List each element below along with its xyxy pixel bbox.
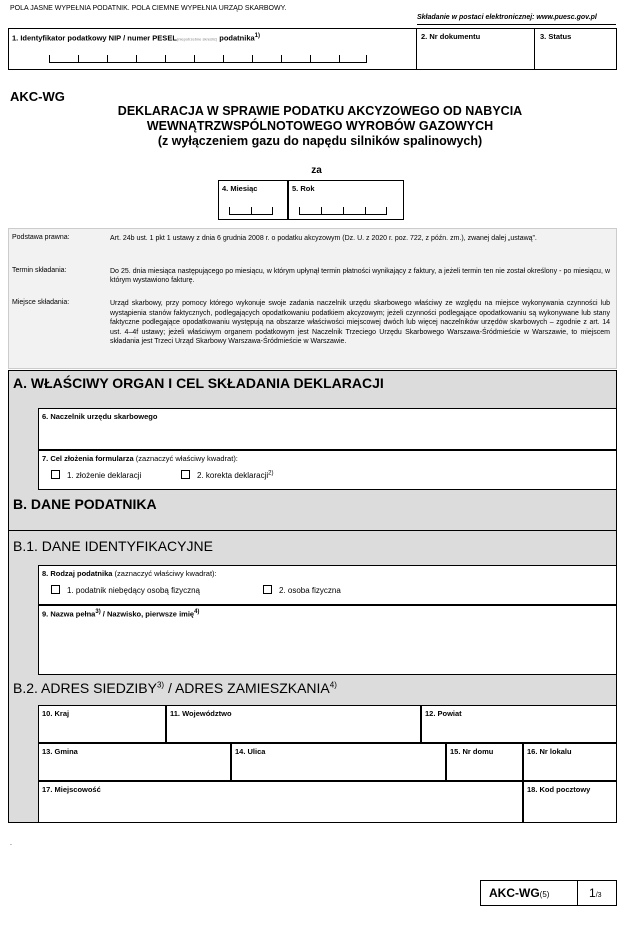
option-natural-person[interactable] [263, 585, 341, 595]
nip-label-note: (niepotrzebne skreślić) [176, 36, 218, 42]
county-field[interactable] [421, 705, 617, 743]
street-label: 14. Ulica [235, 747, 266, 756]
nip-field[interactable] [8, 28, 417, 70]
footer-dot: . [10, 840, 12, 847]
doc-number-label: 2. Nr dokumentu [421, 32, 481, 41]
status-label: 3. Status [540, 32, 572, 41]
postal-code-label: 18. Kod pocztowy [527, 785, 591, 794]
tax-office-field[interactable] [38, 408, 617, 450]
purpose-label: 7. Cel złożenia formularza [42, 454, 134, 463]
nip-digit-ticks [49, 55, 367, 63]
year-label: 5. Rok [292, 184, 315, 193]
correction-footnote: 2) [268, 470, 274, 477]
apartment-number-field[interactable] [523, 743, 617, 781]
b2-title-a: B.2. ADRES SIEDZIBY [13, 680, 157, 696]
divider [8, 530, 617, 531]
year-ticks [299, 207, 387, 215]
full-name-field[interactable] [38, 605, 617, 675]
taxpayer-type-hint: (zaznaczyć właściwy kwadrat): [112, 569, 217, 578]
city-label: 17. Miejscowość [42, 785, 101, 794]
footer-version: (5) [539, 890, 550, 899]
checkbox-icon[interactable] [51, 585, 60, 594]
option-submission-label: 1. złożenie deklaracji [67, 471, 142, 480]
taxpayer-type-label: 8. Rodzaj podatnika [42, 569, 113, 578]
footer-code: AKC-WG [489, 886, 540, 900]
postal-code-field[interactable] [523, 781, 617, 823]
checkbox-icon[interactable] [51, 470, 60, 479]
nip-label-end: podatnika [217, 33, 255, 43]
month-ticks [229, 207, 273, 215]
purpose-field [38, 450, 617, 490]
za-label: za [311, 165, 322, 176]
full-name-label-a: 9. Nazwa pełna [42, 609, 96, 619]
nip-footnote: 1) [254, 33, 261, 39]
voivodeship-label: 11. Województwo [170, 709, 232, 718]
country-field[interactable] [38, 705, 166, 743]
page-current: 1 [589, 886, 596, 900]
form-title [60, 104, 580, 149]
option-natural-person-label: 2. osoba fizyczna [279, 586, 341, 595]
country-label: 10. Kraj [42, 709, 70, 718]
full-name-footnote-1: 3) [95, 609, 101, 615]
section-b-title: B. DANE PODATNIKA [13, 496, 157, 512]
section-a-title: A. WŁAŚCIWY ORGAN I CEL SKŁADANIA DEKLARACJI [13, 375, 384, 391]
place-label: Miejsce składania: [12, 299, 70, 306]
divider [577, 881, 578, 905]
title-line-3: (z wyłączeniem gazu do napędu silników spalinowych) [157, 134, 483, 148]
deadline-text: Do 25. dnia miesiąca następującego po miesiącu, w którym upłynął termin płatności wynikający z faktury, a jeżeli termin ten nie został określony - po miesiącu, w którym wystawiono fakturę. [110, 268, 610, 284]
month-label: 4. Miesiąc [222, 184, 258, 193]
b2-footnote-1: 3) [156, 680, 165, 690]
deadline-label: Termin składania: [12, 267, 67, 274]
commune-field[interactable] [38, 743, 231, 781]
apartment-number-label: 16. Nr lokalu [527, 747, 572, 756]
checkbox-icon[interactable] [181, 470, 190, 479]
house-number-label: 15. Nr domu [450, 747, 494, 756]
legal-basis-text: Art. 24b ust. 1 pkt 1 ustawy z dnia 6 grudnia 2008 r. o podatku akcyzowym (Dz. U. z 2020 r. poz. 722, z późn. zm.), zwanej dalej „ustawą”. [110, 235, 537, 242]
section-b1-title: B.1. DANE IDENTYFIKACYJNE [13, 538, 213, 554]
top-note: POLA JASNE WYPEŁNIA PODATNIK. POLA CIEMNE WYPEŁNIA URZĄD SKARBOWY. [10, 5, 287, 12]
taxpayer-type-field [38, 565, 617, 605]
option-correction-label: 2. korekta deklaracji [197, 471, 269, 480]
full-name-label-b: / Nazwisko, pierwsze imię [100, 609, 195, 619]
purpose-hint: (zaznaczyć właściwy kwadrat): [133, 454, 238, 463]
title-line-2: WEWNĄTRZWSPÓLNOTOWEGO WYROBÓW GAZOWYCH [146, 119, 494, 133]
place-text: Urząd skarbowy, przy pomocy którego wykonuje swoje zadania naczelnik urzędu skarbowego właściwy ze względu na miejsce wykonywania czynności lub wystąpienia stanów faktycznych, podlegających opodatkowaniu podatkiem akcyzowym; jeżeli czynności podlegające opodatkowaniu są wykonywane lub stany faktyczne podlegające opodatkowaniu występują na obszarze właściwości miejscowej dwóch lub więcej naczelników urzędów skarbowych – zgodnie z art. 14 ust. 4–4f ustawy; jeżeli właściwym organem podatkowym jest Naczelnik Trzeciego Urzędu Skarbowego Warszawa-Śródmieście w Warszawie, to miejscem składania jest Trzeci Urząd Skarbowy Warszawa-Śródmieście w Warszawie. [110, 300, 610, 346]
option-submission[interactable] [51, 470, 141, 480]
county-label: 12. Powiat [425, 709, 462, 718]
b2-footnote-2: 4) [329, 680, 337, 690]
form-code: AKC-WG [10, 89, 65, 104]
footer-form-code-box [480, 880, 617, 906]
footer-form-code [489, 886, 549, 900]
street-field[interactable] [231, 743, 446, 781]
electronic-note: Składanie w postaci elektronicznej: www.puesc.gov.pl [417, 14, 597, 21]
commune-label: 13. Gmina [42, 747, 78, 756]
divider [534, 28, 535, 70]
year-field[interactable] [288, 180, 404, 220]
option-non-natural-person[interactable] [51, 585, 200, 595]
voivodeship-field[interactable] [166, 705, 421, 743]
section-b2-title [13, 680, 337, 696]
title-line-1: DEKLARACJA W SPRAWIE PODATKU AKCYZOWEGO OD NABYCIA [117, 104, 523, 118]
nip-label: 1. Identyfikator podatkowy NIP / numer PESEL [12, 33, 177, 43]
city-field[interactable] [38, 781, 523, 823]
option-non-natural-person-label: 1. podatnik niebędący osobą fizyczną [67, 586, 200, 595]
option-correction[interactable] [181, 470, 274, 480]
tax-office-label: 6. Naczelnik urzędu skarbowego [42, 412, 158, 421]
page-total: /3 [595, 892, 602, 899]
house-number-field[interactable] [446, 743, 523, 781]
checkbox-icon[interactable] [263, 585, 272, 594]
b2-title-b: / ADRES ZAMIESZKANIA [164, 680, 330, 696]
month-field[interactable] [218, 180, 288, 220]
page-number [589, 886, 602, 900]
full-name-footnote-2: 4) [194, 609, 200, 615]
divider [417, 24, 616, 25]
legal-basis-label: Podstawa prawna: [12, 234, 70, 241]
